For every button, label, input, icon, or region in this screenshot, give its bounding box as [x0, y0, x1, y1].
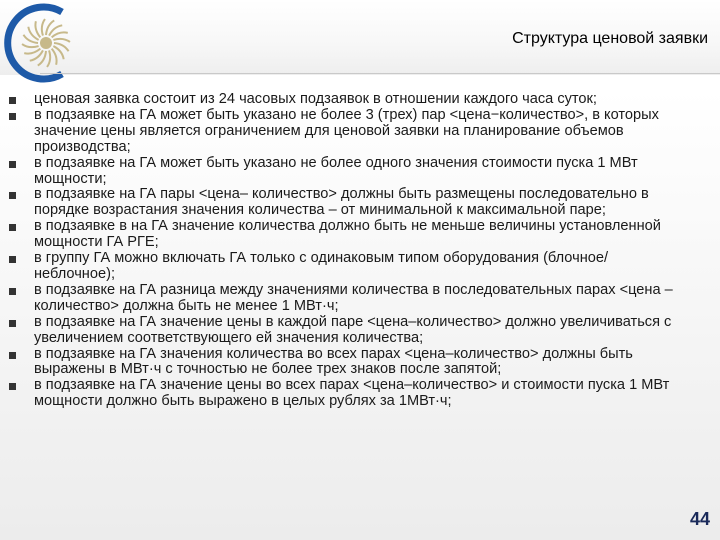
slide-body [0, 90, 720, 540]
bullet-item [0, 251, 710, 283]
square-bullet-icon [9, 320, 16, 327]
bullet-item [0, 347, 710, 379]
bullet-item [0, 92, 710, 108]
page-number: 44 [689, 509, 710, 529]
header-divider [40, 73, 720, 74]
bullet-text: в подзаявке в на ГА значение количества должно быть не меньше величины установленной мощности ГА РГЕ; [34, 218, 661, 251]
square-bullet-icon [9, 97, 16, 104]
square-bullet-icon [9, 352, 16, 359]
bullet-text: в подзаявке на ГА значение цены в каждой паре <цена–количество> должно увеличиваться с увеличением соответствующего ей значения количества; [34, 313, 672, 346]
bullet-item [0, 108, 710, 156]
slide-title: Структура ценовой заявки [512, 30, 708, 47]
sun-emblem-logo-icon [4, 2, 82, 84]
bullet-item [0, 378, 710, 410]
bullet-item [0, 315, 710, 347]
square-bullet-icon [9, 288, 16, 295]
bullet-text: в группу ГА можно включать ГА только с одинаковым типом оборудования (блочное/неблочное); [34, 250, 609, 282]
bullet-text: в подзаявке на ГА может быть указано не более одного значения стоимости пуска 1 МВт мощности; [34, 154, 638, 187]
square-bullet-icon [9, 256, 16, 263]
square-bullet-icon [9, 113, 16, 120]
bullet-text: в подзаявке на ГА пары <цена– количество> должны быть размещены последовательно в порядке возрастания значения количества – от минимальной к максимальной паре; [34, 186, 649, 219]
square-bullet-icon [9, 224, 16, 231]
bullet-item [0, 187, 710, 219]
bullet-text: в подзаявке на ГА значение цены во всех парах <цена–количество> и стоимости пуска 1 МВт мощности должно быть выражено в целых рублях за 1МВт·ч; [34, 377, 670, 410]
square-bullet-icon [9, 192, 16, 199]
bullet-text: в подзаявке на ГА может быть указано не более 3 (трех) пар <цена−количество>, в которых значение цены является ограничением для ценовой заявки на планирование объемов производства; [34, 106, 659, 155]
bullet-item [0, 283, 710, 315]
bullet-text: ценовая заявка состоит из 24 часовых подзаявок в отношении каждого часа суток; [34, 91, 597, 107]
square-bullet-icon [9, 383, 16, 390]
bullet-list [0, 92, 710, 410]
slide-header [0, 0, 720, 75]
bullet-text: в подзаявке на ГА разница между значениями количества в последовательных парах <цена – количество> должна быть не менее 1 МВт·ч; [34, 281, 673, 314]
bullet-item [0, 156, 710, 188]
square-bullet-icon [9, 161, 16, 168]
bullet-text: в подзаявке на ГА значения количества во всех парах <цена–количество> должны быть выражены в МВт·ч с точностью не более трех знаков после запятой; [34, 345, 633, 378]
bullet-item [0, 219, 710, 251]
